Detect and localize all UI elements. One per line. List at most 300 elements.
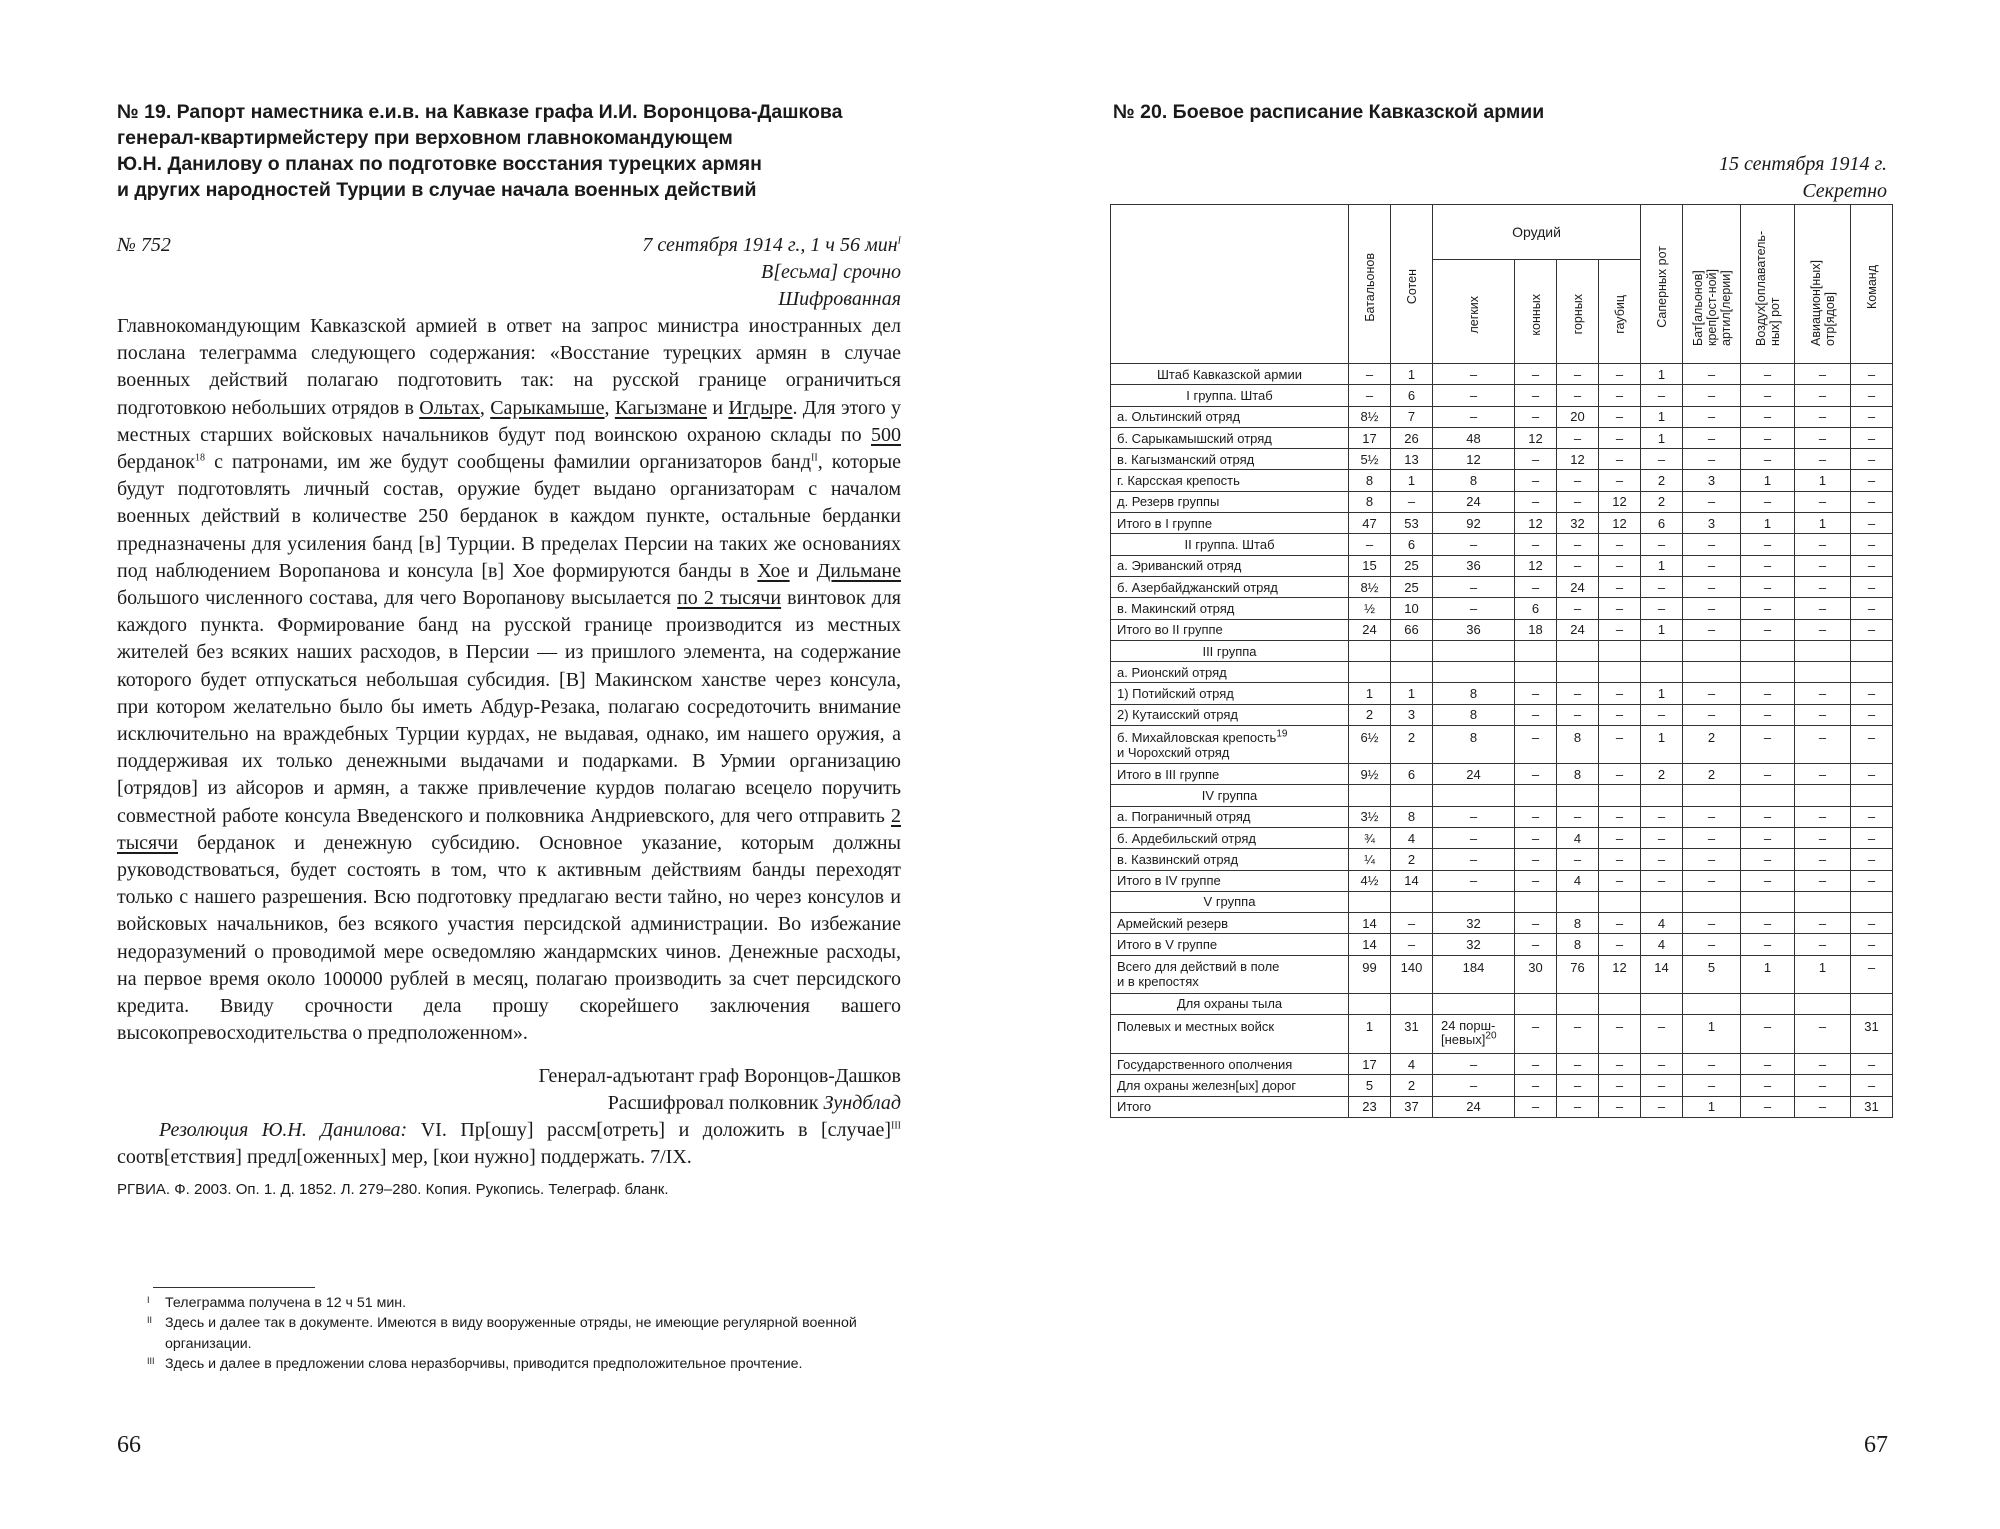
table-cell: 76 (1557, 955, 1599, 993)
row-label (1111, 662, 1349, 683)
table-cell: – (1741, 619, 1795, 640)
table-cell: – (1741, 576, 1795, 597)
table-cell: 13 (1391, 449, 1433, 470)
table-cell: – (1515, 385, 1557, 406)
table-cell: – (1599, 449, 1641, 470)
table-row (1111, 1075, 1893, 1096)
table-cell: – (1795, 598, 1851, 619)
table-cell: – (1599, 704, 1641, 725)
table-cell: 47 (1349, 513, 1391, 534)
table-cell: – (1515, 764, 1557, 785)
table-cell: 1 (1641, 726, 1683, 764)
footnotes (117, 1293, 907, 1375)
table-cell: 8 (1433, 470, 1515, 491)
page-number: 66 (117, 1432, 141, 1458)
table-cell: – (1433, 1075, 1515, 1096)
decoded-by-label: Расшифровал полковник (607, 1092, 824, 1115)
table-cell: – (1683, 806, 1741, 827)
table-cell: – (1851, 806, 1893, 827)
table-cell: 8 (1391, 806, 1433, 827)
text-run: винтовок для каждого пункта. Формирование банд на русской границе производится из местных жителей без всяких наших расходов, в Персии — из пришлого элемента, на содержание которого будет отпускаться небольшая субсидия. [В] Макинском ханстве через консула, при котором желательно было бы иметь Абдур-Резака, полагаю сосредоточить внимание исключительно на враждебных Турции курдах, не выдавая, однако, им нашего оружия, а поддерживая их только денежными выдачами и подарками. В Урмии организацию [отрядов] из айсоров и армян, а также привлечение курдов полагаю всецело поручить совместной работе консула Введенского и полковника Андриевского, для чего отправить (117, 587, 902, 827)
table-row (1111, 1096, 1893, 1117)
table-cell: – (1641, 1015, 1683, 1054)
table-cell: 8 (1349, 491, 1391, 512)
table-cell: 12 (1599, 491, 1641, 512)
table-cell: – (1641, 449, 1683, 470)
table-cell: 2 (1683, 726, 1741, 764)
table-cell: – (1795, 1054, 1851, 1075)
row-label-text: г. Карсская крепость (1117, 473, 1240, 489)
table-cell: – (1515, 470, 1557, 491)
report-paragraph (117, 313, 901, 1047)
table-cell (1851, 993, 1893, 1014)
table-cell: 8½ (1349, 576, 1391, 597)
text-run: . Для этого у местных старших войсковых начальников будут под воинскою охраною склады по (117, 396, 902, 446)
table-row (1111, 704, 1893, 725)
table-cell (1683, 993, 1741, 1014)
footnote-mark: III (147, 1356, 155, 1367)
row-label (1111, 470, 1349, 491)
decoder-name: Зундблад (823, 1092, 901, 1115)
table-cell: – (1599, 849, 1641, 870)
table-cell: 14 (1349, 934, 1391, 955)
table-cell: 4½ (1349, 870, 1391, 891)
table-row (1111, 364, 1893, 385)
table-cell: 1 (1391, 683, 1433, 704)
table-cell: – (1433, 534, 1515, 555)
table-cell (1349, 640, 1391, 661)
table-cell: – (1557, 534, 1599, 555)
row-label-text: и в крепостях (1117, 974, 1199, 990)
column-header-label: Воздух[оплаватель-ных] рот (1753, 230, 1782, 346)
table-cell: 30 (1515, 955, 1557, 993)
table-cell: 32 (1433, 913, 1515, 934)
table-cell (1599, 662, 1641, 683)
table-cell: 8½ (1349, 406, 1391, 427)
table-cell: 24 (1433, 764, 1515, 785)
table-cell: – (1851, 449, 1893, 470)
table-cell: 8 (1557, 764, 1599, 785)
table-cell (1599, 640, 1641, 661)
table-cell: 1 (1641, 619, 1683, 640)
table-header-row (1111, 205, 1893, 260)
table-cell: – (1391, 913, 1433, 934)
table-cell: 53 (1391, 513, 1433, 534)
table-cell: 31 (1851, 1015, 1893, 1054)
column-header-label: гаубиц (1612, 295, 1627, 334)
table-cell: – (1599, 534, 1641, 555)
table-cell: – (1741, 491, 1795, 512)
battle-schedule-table (1110, 204, 1893, 1118)
column-header (1349, 205, 1391, 364)
table-cell: 36 (1433, 555, 1515, 576)
table-cell: – (1433, 364, 1515, 385)
row-label (1111, 534, 1349, 555)
table-cell: – (1683, 870, 1741, 891)
table-cell (1683, 785, 1741, 806)
classification-mark: Секретно (1802, 180, 1887, 202)
table-cell: – (1515, 491, 1557, 512)
table-row (1111, 576, 1893, 597)
row-label (1111, 598, 1349, 619)
table-row (1111, 513, 1893, 534)
table-cell: 14 (1349, 913, 1391, 934)
table-cell: – (1851, 619, 1893, 640)
text-run: с патронами, им же будут сообщены фамилии организаторов банд (205, 451, 812, 474)
table-row (1111, 1054, 1893, 1075)
text-run: берданок (117, 451, 195, 474)
table-cell: – (1557, 849, 1599, 870)
table-cell: 5 (1683, 955, 1741, 993)
table-cell (1391, 785, 1433, 806)
table-cell: 6 (1391, 534, 1433, 555)
table-cell: – (1433, 849, 1515, 870)
table-cell (1349, 662, 1391, 683)
table-cell: 37 (1391, 1096, 1433, 1117)
table-cell: – (1391, 934, 1433, 955)
row-label-text: б. Михайловская крепость (1117, 729, 1277, 745)
text-run: берданок и денежную субсидию. Основное указание, которым должны руководствоваться, будет состоять в том, что к активным действиям банды переходят только с нашего разрешения. Всю подготовку предлагаю вести тайно, но через консулов и войсковых начальников, без всякого участия персидской администрации. Во избежание недоразумений о проводимой мере осведомляю жандармских чинов. Денежные расходы, на первое время около 100000 рублей в месяц, полагаю производить за счет персидского кредита. Ввиду срочности дела прошу скорейшего заключения вашего высокопревосходительства о предположенном». (117, 831, 901, 1045)
table-cell (1433, 785, 1515, 806)
row-label (1111, 806, 1349, 827)
table-cell (1557, 785, 1599, 806)
row-label-text: V группа (1203, 894, 1256, 910)
table-cell: – (1599, 870, 1641, 891)
table-cell: – (1795, 704, 1851, 725)
table-cell: – (1391, 491, 1433, 512)
table-cell (1795, 662, 1851, 683)
table-cell: – (1683, 619, 1741, 640)
column-header-label: Авиацион[ных] отр[ядов] (1808, 260, 1837, 346)
table-cell: – (1599, 1054, 1641, 1075)
header-unit-column (1111, 205, 1349, 364)
table-cell: – (1741, 555, 1795, 576)
table-cell: 17 (1349, 427, 1391, 448)
table-cell: 6 (1391, 764, 1433, 785)
table-cell: 1 (1349, 683, 1391, 704)
signatory: Генерал-адъютант граф Воронцов-Дашков (538, 1065, 901, 1087)
table-cell: – (1741, 534, 1795, 555)
table-row (1111, 993, 1893, 1014)
table-cell: – (1515, 1015, 1557, 1054)
row-label-text: 2) Кутаисский отряд (1117, 707, 1238, 723)
table-cell: – (1515, 1054, 1557, 1075)
table-row (1111, 470, 1893, 491)
table-cell: – (1851, 1054, 1893, 1075)
table-cell (1641, 993, 1683, 1014)
row-label-text: б. Азербайджанский отряд (1117, 579, 1278, 595)
underlined-number: по 2 тысячи (677, 587, 782, 610)
table-cell: – (1641, 534, 1683, 555)
table-cell: – (1515, 534, 1557, 555)
table-cell (1515, 662, 1557, 683)
row-label-text: д. Резерв группы (1117, 494, 1220, 510)
table-cell: 23 (1349, 1096, 1391, 1117)
table-cell: – (1683, 704, 1741, 725)
table-cell: ¼ (1349, 849, 1391, 870)
row-label (1111, 704, 1349, 725)
text-run: большого численного состава, для чего Воропанову высылается (117, 587, 678, 610)
document-date: 7 сентября 1914 г., 1 ч 56 мин (642, 234, 898, 256)
row-label-text: Итого во II группе (1117, 622, 1223, 638)
row-label-text: б. Сарыкамышский отряд (1117, 430, 1272, 446)
table-cell: 2 (1641, 764, 1683, 785)
table-cell: – (1851, 491, 1893, 512)
row-label-text: Итого (1117, 1099, 1152, 1115)
column-header (1515, 260, 1557, 364)
document-date-line (642, 232, 901, 259)
table-cell: – (1741, 683, 1795, 704)
table-cell: 12 (1599, 955, 1641, 993)
resolution (117, 1117, 901, 1171)
table-cell: – (1515, 449, 1557, 470)
table-cell (1641, 640, 1683, 661)
table-cell: – (1683, 576, 1741, 597)
table-cell: – (1741, 385, 1795, 406)
table-cell: – (1515, 827, 1557, 848)
table-cell: – (1741, 764, 1795, 785)
table-cell: – (1599, 1096, 1641, 1117)
table-cell: – (1795, 913, 1851, 934)
row-label-text: Полевых и местных войск (1117, 1019, 1275, 1035)
row-label-text: Итого в IV группе (1117, 873, 1221, 889)
table-cell: – (1599, 934, 1641, 955)
table-cell: 1 (1641, 364, 1683, 385)
table-cell (1433, 640, 1515, 661)
table-cell: 2 (1391, 849, 1433, 870)
table-cell (1683, 640, 1741, 661)
table-cell: – (1641, 849, 1683, 870)
table-cell: – (1851, 955, 1893, 993)
table-cell: – (1741, 934, 1795, 955)
table-cell: 1 (1349, 1015, 1391, 1054)
table-cell: – (1557, 806, 1599, 827)
table-cell: – (1795, 806, 1851, 827)
document-20-title: № 20. Боевое расписание Кавказской армии (1113, 101, 1545, 123)
table-cell: – (1851, 406, 1893, 427)
footnote (117, 1354, 907, 1374)
table-body (1111, 364, 1893, 1118)
table-cell: – (1851, 576, 1893, 597)
row-label-text: III группа (1202, 643, 1257, 659)
table-cell: – (1557, 1015, 1599, 1054)
archival-source: РГВИА. Ф. 2003. Оп. 1. Д. 1852. Л. 279–280. Копия. Рукопись. Телеграф. бланк. (117, 1181, 669, 1198)
row-label (1111, 726, 1349, 764)
table-cell: – (1851, 1075, 1893, 1096)
table-cell: 3½ (1349, 806, 1391, 827)
table-cell: – (1433, 598, 1515, 619)
table-cell: – (1557, 427, 1599, 448)
table-cell (1641, 662, 1683, 683)
table-cell: – (1599, 913, 1641, 934)
table-cell: – (1599, 406, 1641, 427)
row-label-text: в. Казвинский отряд (1117, 851, 1239, 867)
table-cell: ¾ (1349, 827, 1391, 848)
row-label (1111, 1015, 1349, 1054)
row-label-text: Всего для действий в поле (1117, 959, 1280, 975)
underlined-place: Игдыре (728, 396, 793, 419)
table-cell: 8 (1433, 683, 1515, 704)
table-cell: 10 (1391, 598, 1433, 619)
underlined-place: Ольтах (419, 396, 480, 419)
table-cell: 12 (1515, 513, 1557, 534)
table-cell (1515, 993, 1557, 1014)
table-row (1111, 491, 1893, 512)
table-cell: – (1851, 683, 1893, 704)
table-cell (1433, 993, 1515, 1014)
table-cell: – (1795, 449, 1851, 470)
table-row (1111, 640, 1893, 661)
table-cell: 4 (1641, 934, 1683, 955)
table-cell: – (1515, 364, 1557, 385)
table-cell: – (1641, 1075, 1683, 1096)
table-cell: – (1641, 598, 1683, 619)
row-label (1111, 913, 1349, 934)
table-cell: – (1641, 385, 1683, 406)
title-line: генерал-квартирмейстеру при верховном главнокомандующем (117, 127, 733, 149)
table-cell: – (1515, 1075, 1557, 1096)
table-cell (1557, 891, 1599, 912)
table-cell: – (1599, 385, 1641, 406)
table-cell: – (1433, 870, 1515, 891)
table-cell (1851, 785, 1893, 806)
row-label-text: а. Ольтинский отряд (1117, 409, 1241, 425)
table-cell: – (1557, 1075, 1599, 1096)
table-row (1111, 806, 1893, 827)
table-row (1111, 934, 1893, 955)
table-cell: – (1433, 576, 1515, 597)
table-cell: 6½ (1349, 726, 1391, 764)
footnote-ref: II (811, 452, 818, 464)
table-cell (1433, 662, 1515, 683)
report-body (117, 313, 901, 1047)
table-cell: 1 (1641, 406, 1683, 427)
table-cell: – (1851, 470, 1893, 491)
footnote-ref: 19 (1276, 728, 1288, 740)
table-cell: – (1683, 555, 1741, 576)
table-cell: – (1795, 385, 1851, 406)
row-label-text: I группа. Штаб (1186, 387, 1273, 403)
table-cell: – (1741, 913, 1795, 934)
footnote (117, 1313, 907, 1354)
table-cell (1641, 891, 1683, 912)
table-cell: – (1795, 764, 1851, 785)
table-cell (1391, 640, 1433, 661)
row-label-text: Итого в V группе (1117, 937, 1218, 953)
text-run: , которые будут подготовлять личный состав, оружие будет выдано организаторам с началом военных действий в количестве 250 берданок в каждом пункте, остальные берданки предназначены для усиления банд [в] Турции. В пределах Персии на таких же основаниях под наблюдением Воропанова и консула [в] Хое формируются банды в (117, 451, 902, 582)
table-cell: 1 (1391, 364, 1433, 385)
row-label (1111, 1096, 1349, 1117)
table-cell (1557, 662, 1599, 683)
footnote-ref: 20 (1485, 1030, 1497, 1042)
table-cell: – (1515, 934, 1557, 955)
table-cell: 140 (1391, 955, 1433, 993)
table-cell: – (1515, 406, 1557, 427)
footnote-ref: I (897, 235, 901, 247)
signature-block (117, 1063, 901, 1117)
row-label (1111, 785, 1349, 806)
column-header (1683, 205, 1741, 364)
text-run: , (604, 396, 615, 419)
table-cell: 24 (1557, 576, 1599, 597)
table-cell: – (1741, 1096, 1795, 1117)
table-cell: – (1515, 683, 1557, 704)
table-cell (1795, 640, 1851, 661)
table-cell: 36 (1433, 619, 1515, 640)
text-run: и (789, 559, 817, 582)
row-label (1111, 849, 1349, 870)
table-cell: – (1741, 598, 1795, 619)
table-row (1111, 449, 1893, 470)
footnote-mark: I (147, 1295, 150, 1305)
row-label (1111, 555, 1349, 576)
table-cell: 14 (1641, 955, 1683, 993)
table-cell: 15 (1349, 555, 1391, 576)
table-cell: 8 (1557, 934, 1599, 955)
table-cell (1391, 891, 1433, 912)
table-cell: 20 (1557, 406, 1599, 427)
table-cell: – (1741, 870, 1795, 891)
table-cell: 6 (1641, 513, 1683, 534)
table-cell (1391, 993, 1433, 1014)
table-cell: 66 (1391, 619, 1433, 640)
column-header-label: горных (1570, 294, 1585, 335)
table-cell (1515, 891, 1557, 912)
table-cell: 12 (1433, 449, 1515, 470)
table-cell: 2 (1641, 470, 1683, 491)
table-cell: 14 (1391, 870, 1433, 891)
underlined-number: 2 тысячи (117, 804, 901, 854)
table-cell (1557, 993, 1599, 1014)
table-cell: 2 (1349, 704, 1391, 725)
row-label-text: в. Кагызманский отряд (1117, 451, 1255, 467)
table-cell: – (1557, 598, 1599, 619)
table-cell: – (1795, 683, 1851, 704)
row-label-text: Штаб Кавказской армии (1157, 366, 1302, 382)
table-cell: 25 (1391, 555, 1433, 576)
table-cell: – (1433, 827, 1515, 848)
table-cell: – (1683, 364, 1741, 385)
table-cell: 26 (1391, 427, 1433, 448)
table-row (1111, 764, 1893, 785)
table-cell: – (1641, 827, 1683, 848)
table-row (1111, 662, 1893, 683)
row-label-text: а. Пограничный отряд (1117, 809, 1251, 825)
table-cell: – (1515, 849, 1557, 870)
table-cell (1795, 785, 1851, 806)
table-cell (1851, 640, 1893, 661)
footnote (117, 1293, 907, 1313)
footnote-text: Здесь и далее в предложении слова неразборчивы, приводится предположительное прочтение. (165, 1356, 803, 1373)
table-cell: – (1557, 704, 1599, 725)
table-cell: 3 (1683, 470, 1741, 491)
table-cell: – (1515, 576, 1557, 597)
underlined-place: Хое (757, 559, 790, 582)
footnote-divider (153, 1287, 315, 1288)
table-cell: – (1515, 913, 1557, 934)
column-header-label: легких (1466, 295, 1481, 334)
table-cell: – (1795, 827, 1851, 848)
table-cell: 3 (1391, 704, 1433, 725)
table-cell: – (1557, 364, 1599, 385)
right-page (1000, 0, 2000, 1529)
table-cell (1433, 891, 1515, 912)
row-label (1111, 619, 1349, 640)
table-cell: – (1683, 683, 1741, 704)
document-meta-right (642, 232, 901, 313)
column-header (1391, 205, 1433, 364)
row-label (1111, 427, 1349, 448)
